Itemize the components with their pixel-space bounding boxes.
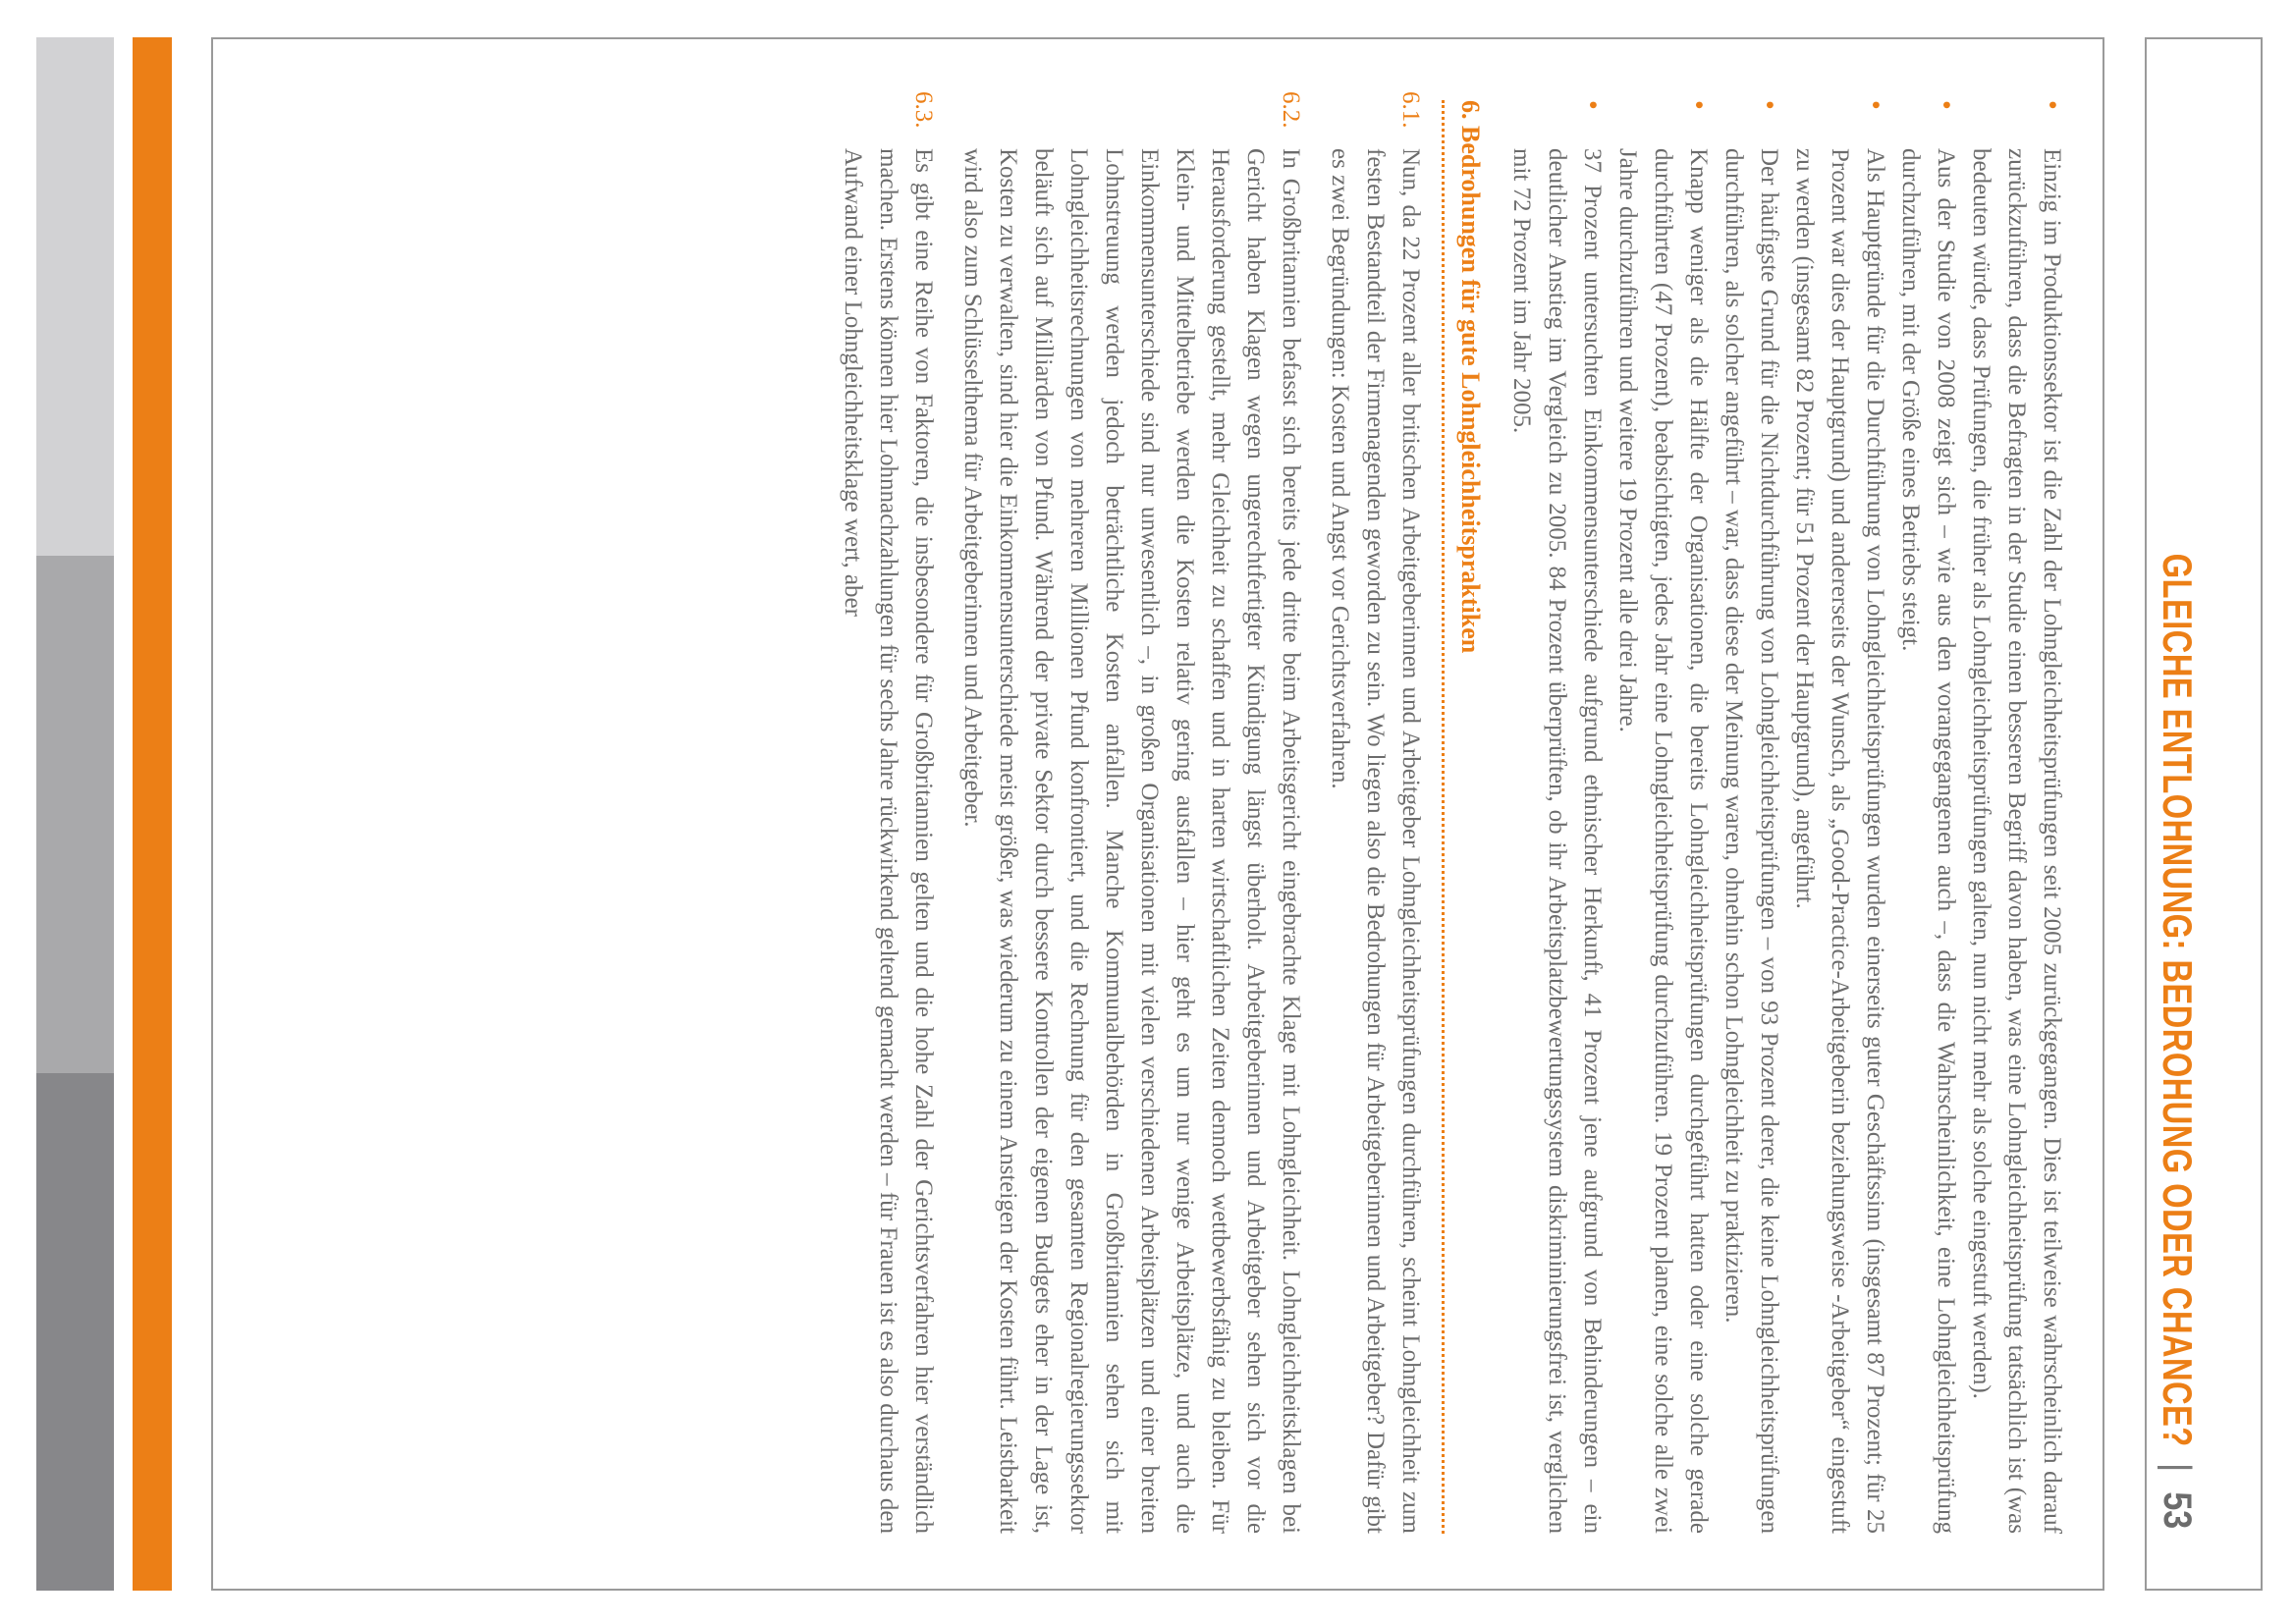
side-strip-mid xyxy=(36,556,114,1073)
bullet-icon: • xyxy=(1683,100,1714,110)
numbered-paragraph xyxy=(955,91,1308,1534)
page-header xyxy=(2116,37,2234,1591)
numbered-paragraph xyxy=(835,91,941,1534)
numbered-paragraph xyxy=(1322,91,1428,1534)
list-item xyxy=(1610,100,1716,1534)
bullet-icon: • xyxy=(1754,100,1784,110)
bullet-text: Aus der Studie von 2008 zeigt sich – wie aus den vorangegangenen auch –, dass die Wahrscheinlichkeit, eine Lohngleichheitsprüfung durchzuführen, mit der Größe eines Betriebs steigt. xyxy=(1897,148,1959,1534)
rotated-page xyxy=(211,37,2201,1591)
list-item xyxy=(1786,100,1892,1534)
bullet-icon: • xyxy=(1860,100,1890,110)
bullet-icon: • xyxy=(1931,100,1961,110)
list-item xyxy=(1716,100,1786,1534)
bullet-icon: • xyxy=(1577,100,1608,110)
accent-bar xyxy=(133,37,172,1591)
list-item xyxy=(1963,100,2069,1534)
bullet-text: Als Hauptgründe für die Durchführung von Lohngleichheitsprüfungen wurden einerseits guter Geschäftssinn (insgesamt 87 Prozent; für 25 Prozent war dies der Hauptgrund) und andererseits der Wunsch, als „Good-Practice-Arbeitgeberin beziehungsweise -Arbeitgeber“ eingestuft zu werden (insgesamt 82 Prozent; für 51 Prozent der Hauptgrund), angeführt. xyxy=(1791,148,1888,1534)
list-item xyxy=(1892,100,1963,1534)
paragraph-number: 6.3. xyxy=(910,91,937,129)
paragraph-text: Es gibt eine Reihe von Faktoren, die insbesondere für Großbritannien gelten und die hohe Zahl der Gerichtsverfahren hier verständlich machen. Erstens können hier Lohnnachzahlungen für sechs Jahre rückwirkend geltend gemacht werden – für Frauen ist es also durchaus den Aufwand einer Lohngleichheitsklage wert, aber xyxy=(840,148,937,1534)
bullet-text: Knapp weniger als die Hälfte der Organisationen, die bereits Lohngleichheitsprüfungen durchgeführt hatten oder eine solche gerade durchführten (47 Prozent), beabsichtigten, jedes Jahr eine Lohngleichheitsprüfung durchzuführen. 19 Prozent planen, eine solche alle zwei Jahre durchzuführen und weitere 19 Prozent alle drei Jahre. xyxy=(1614,148,1712,1534)
page-body xyxy=(835,91,2069,1534)
bullet-text: Der häufigste Grund für die Nichtdurchführung von Lohngleichheitsprüfungen – von 93 Prozent derer, die keine Lohngleichheitsprüfungen durchführen, als solcher angeführt – war, dass diese der Meinung waren, ohnehin schon Lohngleichheit zu praktizieren. xyxy=(1720,148,1782,1534)
side-strip-dark xyxy=(36,1073,114,1591)
page-title: GLEICHE ENTLOHNUNG: BEDROHUNG ODER CHANCE? xyxy=(2155,553,2201,1447)
paragraph-number: 6.2. xyxy=(1278,91,1304,129)
side-strip-light xyxy=(36,37,114,556)
bullet-icon: • xyxy=(2037,100,2067,110)
paragraph-text: Nun, da 22 Prozent aller britischen Arbeitgeberinnen und Arbeitgeber Lohngleichheitsprüfungen durchführen, scheint Lohngleichheit zum festen Bestandteil der Firmenagenden geworden zu sein. Wo liegen also die Bedrohungen für Arbeitgeberinnen und Arbeitgeber? Dafür gibt es zwei Begründungen: Kosten und Angst vor Gerichtsverfahren. xyxy=(1327,148,1424,1534)
bullet-list xyxy=(1503,100,2069,1534)
list-item xyxy=(1503,100,1610,1534)
bullet-text: Einzig im Produktionssektor ist die Zahl der Lohngleichheitsprüfungen seit 2005 zurückgegangen. Dies ist teilweise wahrscheinlich darauf zurückzuführen, dass die Befragten in der Studie einen besseren Begriff davon haben, was eine Lohngleichheitsprüfung tatsächlich ist (was bedeuten würde, dass Prüfungen, die früher als Lohngleichheitsprüfungen galten, nun nicht mehr als solche eingestuft werden). xyxy=(1968,148,2065,1534)
header-separator: | xyxy=(2157,1462,2199,1473)
paragraph-text: In Großbritannien befasst sich bereits jede dritte beim Arbeitsgericht eingebrachte Klage mit Lohngleichheit. Lohngleichheitsklagen bei Gericht haben Klagen wegen ungerechtfertigter Kündigung längst überholt. Arbeitgeberinnen und Arbeitgeber sehen sich vor die Herausforderung gestellt, mehr Gleichheit zu schaffen und in harten wirtschaftlichen Zeiten dennoch wettbewerbsfähig zu bleiben. Für Klein- und Mittelbetriebe werden die Kosten relativ gering ausfallen – hier geht es um nur wenige Arbeitsplätze, und auch die Einkommensunterschiede sind nur unwesentlich –, in großen Organisationen mit vielen verschiedenen Arbeitsplätzen und einer breiten Lohnstreuung werden jedoch beträchtliche Kosten anfallen. Manche Kommunalbehörden in Großbritannien sehen sich mit Lohngleichheitsrechnungen von mehreren Millionen Pfund konfrontiert, und die Rechnung für den gesamten Regionalregierungssektor beläuft sich auf Milliarden von Pfund. Während der private Sektor durch bessere Kontrollen der eigenen Budgets eher in der Lage ist, Kosten zu verwalten, sind hier die Einkommensunterschiede meist größer, was wiederum zu einem Ansteigen der Kosten führt. Leistbarkeit wird also zum Schlüsselthema für Arbeitgeberinnen und Arbeitgeber. xyxy=(959,148,1304,1534)
bullet-text: 37 Prozent untersuchten Einkommensunterschiede aufgrund ethnischer Herkunft, 41 Prozent jene aufgrund von Behinderungen – ein deutlicher Anstieg im Vergleich zu 2005. 84 Prozent überprüften, ob ihr Arbeitsplatzbewertungssystem diskriminierungsfrei ist, verglichen mit 72 Prozent im Jahr 2005. xyxy=(1508,148,1606,1534)
section-heading: 6. Bedrohungen für gute Lohngleichheitspraktiken xyxy=(1442,100,1488,1534)
page-number: 53 xyxy=(2156,1490,2200,1529)
paragraph-number: 6.1. xyxy=(1397,91,1424,129)
